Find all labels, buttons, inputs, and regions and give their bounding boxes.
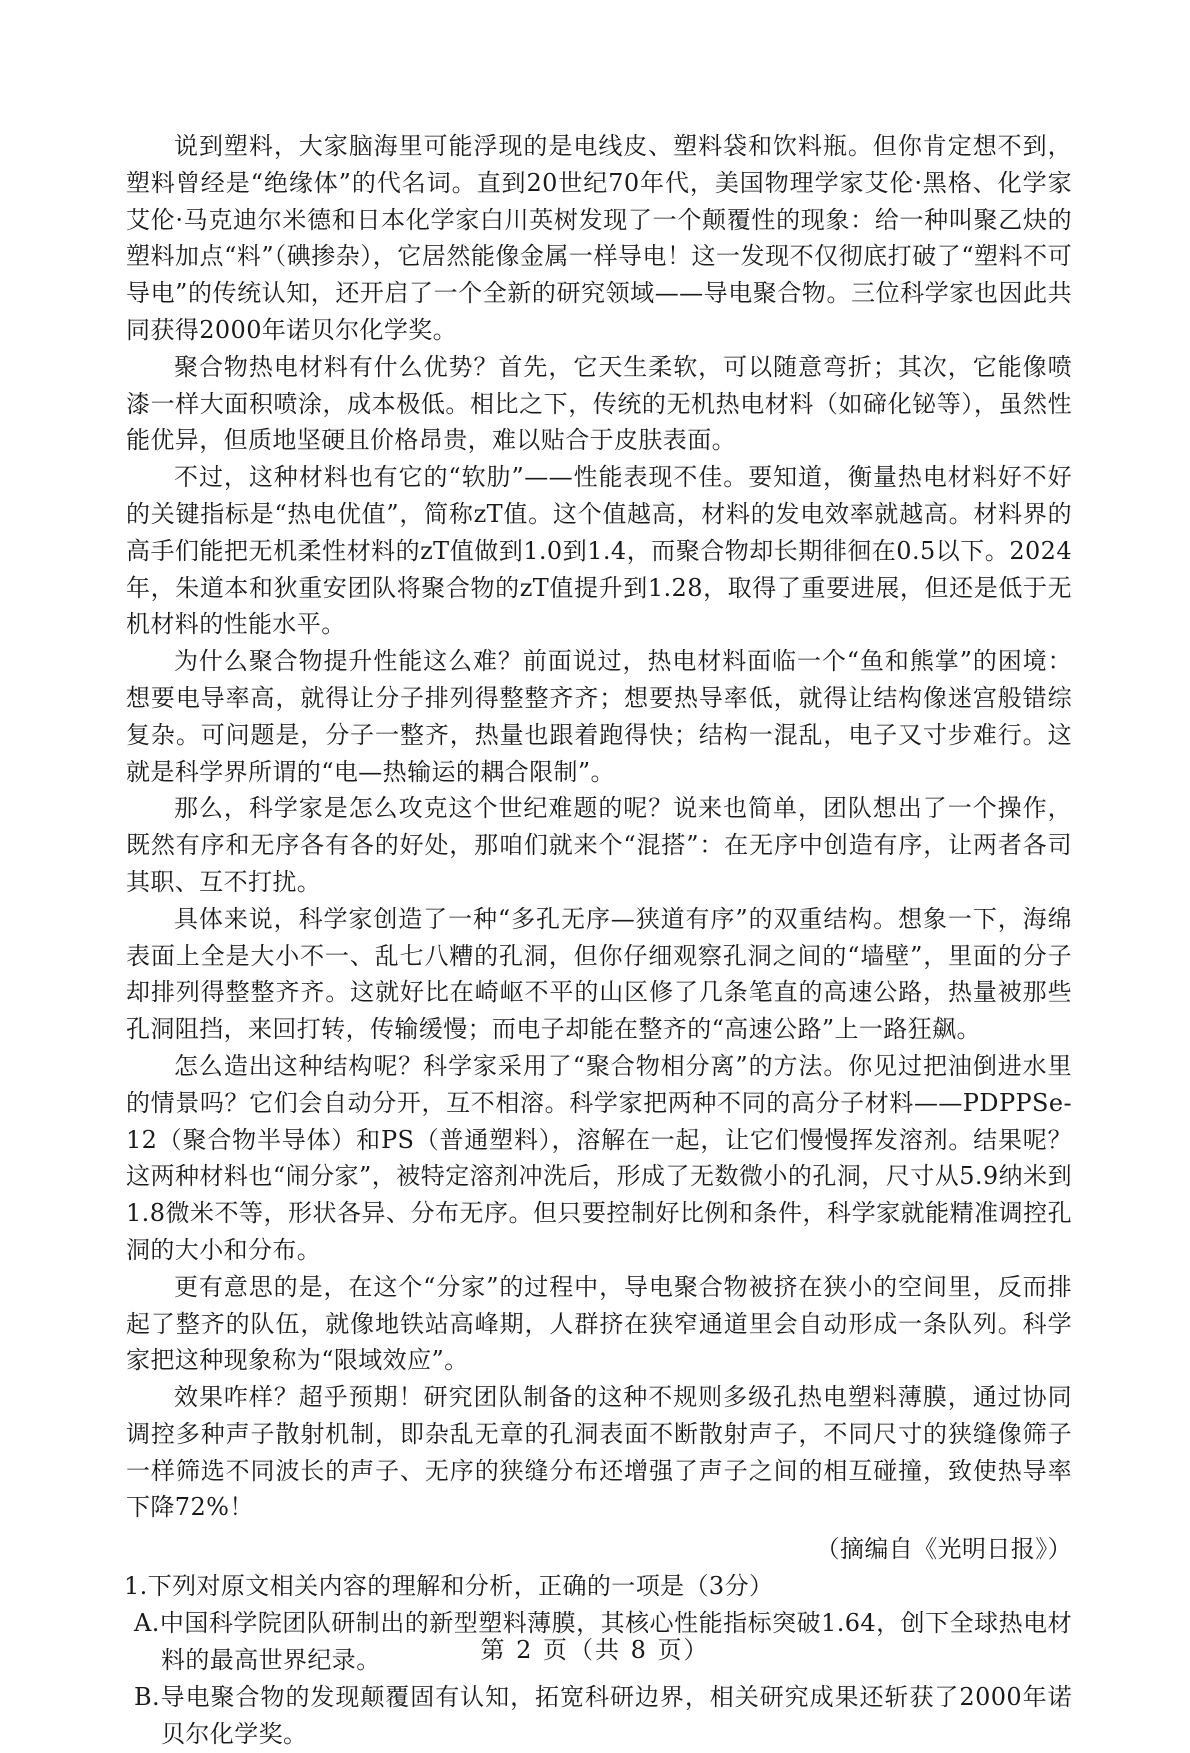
option-b	[134, 1679, 1072, 1753]
article-source: （摘编自《光明日报》）	[815, 1535, 1072, 1564]
page-number: 第 2 页（共 8 页）	[480, 1636, 710, 1664]
article-body	[126, 128, 1072, 1526]
paragraph: 聚合物热电材料有什么优势？首先，它天生柔软，可以随意弯折；其次，它能像喷漆一样大面积喷涂，成本极低。相比之下，传统的无机热电材料（如碲化铋等），虽然性能优异，但质地坚硬且价格昂贵，难以贴合于皮肤表面。	[126, 352, 1072, 455]
option-text: 中国科学院团队研制出的新型塑料薄膜，其核心性能指标突破1.64，创下全球热电材料的最高世界纪录。	[159, 1609, 1072, 1675]
option-label: A.	[134, 1609, 160, 1638]
paragraph: 效果咋样？超乎预期！研究团队制备的这种不规则多级孔热电塑料薄膜，通过协同调控多种声子散射机制，即杂乱无章的孔洞表面不断散射声子，不同尺寸的狭缝像筛子一样筛选不同波长的声子、无序的狭缝分布还增强了声子之间的相互碰撞，致使热导率下降72%！	[126, 1383, 1072, 1522]
paragraph: 说到塑料，大家脑海里可能浮现的是电线皮、塑料袋和饮料瓶。但你肯定想不到，塑料曾经是“绝缘体”的代名词。直到20世纪70年代，美国物理学家艾伦·黑格、化学家艾伦·马克迪尔米德和日本化学家白川英树发现了一个颠覆性的现象：给一种叫聚乙炔的塑料加点“料”（碘掺杂），它居然能像金属一样导电！这一发现不仅彻底打破了“塑料不可导电”的传统认知，还开启了一个全新的研究领域——导电聚合物。三位科学家也因此共同获得2000年诺贝尔化学奖。	[126, 132, 1072, 344]
paragraph: 怎么造出这种结构呢？科学家采用了“聚合物相分离”的方法。你见过把油倒进水里的情景吗？它们会自动分开，互不相溶。科学家把两种不同的高分子材料——PDPPSe-12（聚合物半导体）和PS（普通塑料），溶解在一起，让它们慢慢挥发溶剂。结果呢？这两种材料也“闹分家”，被特定溶剂冲洗后，形成了无数微小的孔洞，尺寸从5.9纳米到1.8微米不等，形状各异、分布无序。但只要控制好比例和条件，科学家就能精准调控孔洞的大小和分布。	[126, 1051, 1072, 1264]
option-label: B.	[134, 1683, 161, 1712]
paragraph: 不过，这种材料也有它的“软肋”——性能表现不佳。要知道，衡量热电材料好不好的关键指标是“热电优值”，简称zT值。这个值越高，材料的发电效率就越高。材料界的高手们能把无机柔性材料的zT值做到1.0到1.4，而聚合物却长期徘徊在0.5以下。2024年，朱道本和狄重安团队将聚合物的zT值提升到1.28，取得了重要进展，但还是低于无机材料的性能水平。	[126, 463, 1072, 639]
option-text: 导电聚合物的发现颠覆固有认知，拓宽科研边界，相关研究成果还斩获了2000年诺贝尔化学奖。	[160, 1683, 1072, 1749]
paragraph: 具体来说，科学家创造了一种“多孔无序—狭道有序”的双重结构。想象一下，海绵表面上全是大小不一、乱七八糟的孔洞，但你仔细观察孔洞之间的“墙壁”，里面的分子却排列得整整齐齐。这就好比在崎岖不平的山区修了几条笔直的高速公路，热量被那些孔洞阻挡，来回打转，传输缓慢；而电子却能在整齐的“高速公路”上一路狂飙。	[126, 904, 1072, 1044]
paragraph: 为什么聚合物提升性能这么难？前面说过，热电材料面临一个“鱼和熊掌”的困境：想要电导率高，就得让分子排列得整整齐齐；想要热导率低，就得让结构像迷宫般错综复杂。可问题是，分子一整齐，热量也跟着跑得快；结构一混乱，电子又寸步难行。这就是科学界所谓的“电—热输运的耦合限制”。	[126, 647, 1072, 786]
paragraph: 更有意思的是，在这个“分家”的过程中，导电聚合物被挤在狭小的空间里，反而排起了整齐的队伍，就像地铁站高峰期，人群挤在狭窄通道里会自动形成一条队列。科学家把这种现象称为“限域效应”。	[126, 1272, 1072, 1375]
question-stem: 1.下列对原文相关内容的理解和分析，正确的一项是（3分）	[124, 1572, 774, 1601]
paragraph: 那么，科学家是怎么攻克这个世纪难题的呢？说来也简单，团队想出了一个操作，既然有序和无序各有各的好处，那咱们就来个“混搭”：在无序中创造有序，让两者各司其职、互不打扰。	[126, 794, 1072, 896]
